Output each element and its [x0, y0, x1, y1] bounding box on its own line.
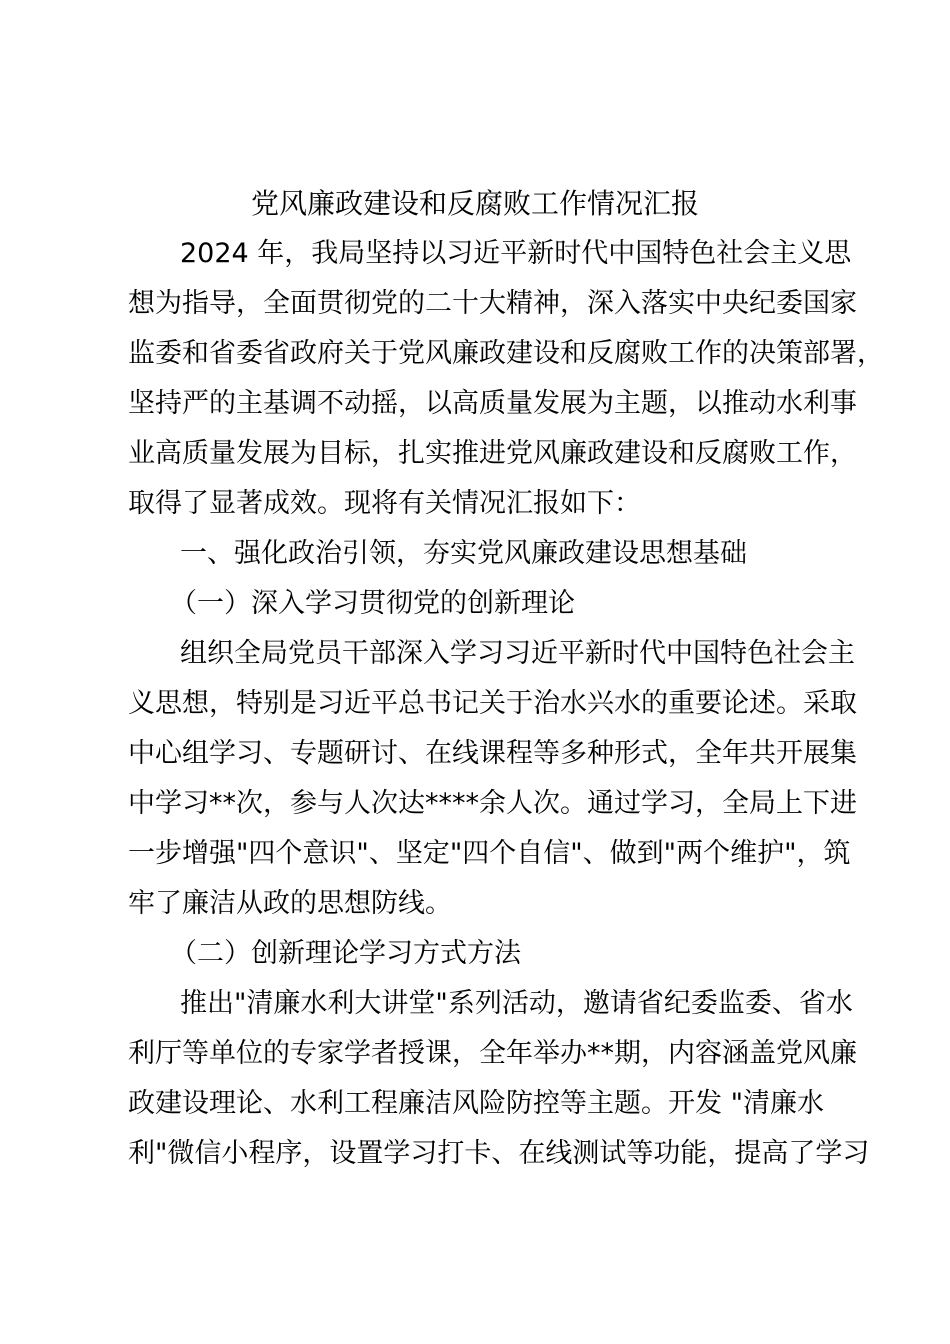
intro-line: 取得了显著成效。现将有关情况汇报如下： — [128, 488, 641, 519]
subsection-heading-1: （一）深入学习贯彻党的创新理论 — [170, 588, 575, 619]
subsection-heading-2: （二）创新理论学习方式方法 — [170, 938, 521, 969]
body-line: 政建设理论、水利工程廉洁风险防控等主题。开发 "清廉水 — [128, 1088, 825, 1119]
body-line: 组织全局党员干部深入学习习近平新时代中国特色社会主 — [180, 638, 855, 669]
intro-line: 业高质量发展为目标，扎实推进党风廉政建设和反腐败工作， — [128, 438, 857, 469]
body-line: 中心组学习、专题研讨、在线课程等多种形式，全年共开展集 — [128, 738, 857, 769]
section-heading-1: 一、强化政治引领，夯实党风廉政建设思想基础 — [180, 538, 747, 569]
body-line: 中学习**次，参与人次达****余人次。通过学习，全局上下进 — [128, 788, 857, 819]
body-line: 利"微信小程序，设置学习打卡、在线测试等功能，提高了学习 — [128, 1138, 870, 1169]
body-line: 一步增强"四个意识"、坚定"四个自信"、做到"两个维护"，筑 — [128, 838, 851, 869]
intro-line: 想为指导，全面贯彻党的二十大精神，深入落实中央纪委国家 — [128, 288, 857, 319]
intro-line: 监委和省委省政府关于党风廉政建设和反腐败工作的决策部署， — [128, 338, 884, 369]
intro-line: 坚持严的主基调不动摇，以高质量发展为主题，以推动水利事 — [128, 388, 857, 419]
intro-line: 2024 年，我局坚持以习近平新时代中国特色社会主义思 — [180, 238, 852, 269]
body-line: 义思想，特别是习近平总书记关于治水兴水的重要论述。采取 — [128, 688, 857, 719]
body-line: 推出"清廉水利大讲堂"系列活动，邀请省纪委监委、省水 — [180, 988, 853, 1019]
document-title: 党风廉政建设和反腐败工作情况汇报 — [250, 187, 699, 220]
body-line: 利厅等单位的专家学者授课，全年举办**期，内容涵盖党风廉 — [128, 1038, 857, 1069]
body-line: 牢了廉洁从政的思想防线。 — [128, 888, 452, 919]
